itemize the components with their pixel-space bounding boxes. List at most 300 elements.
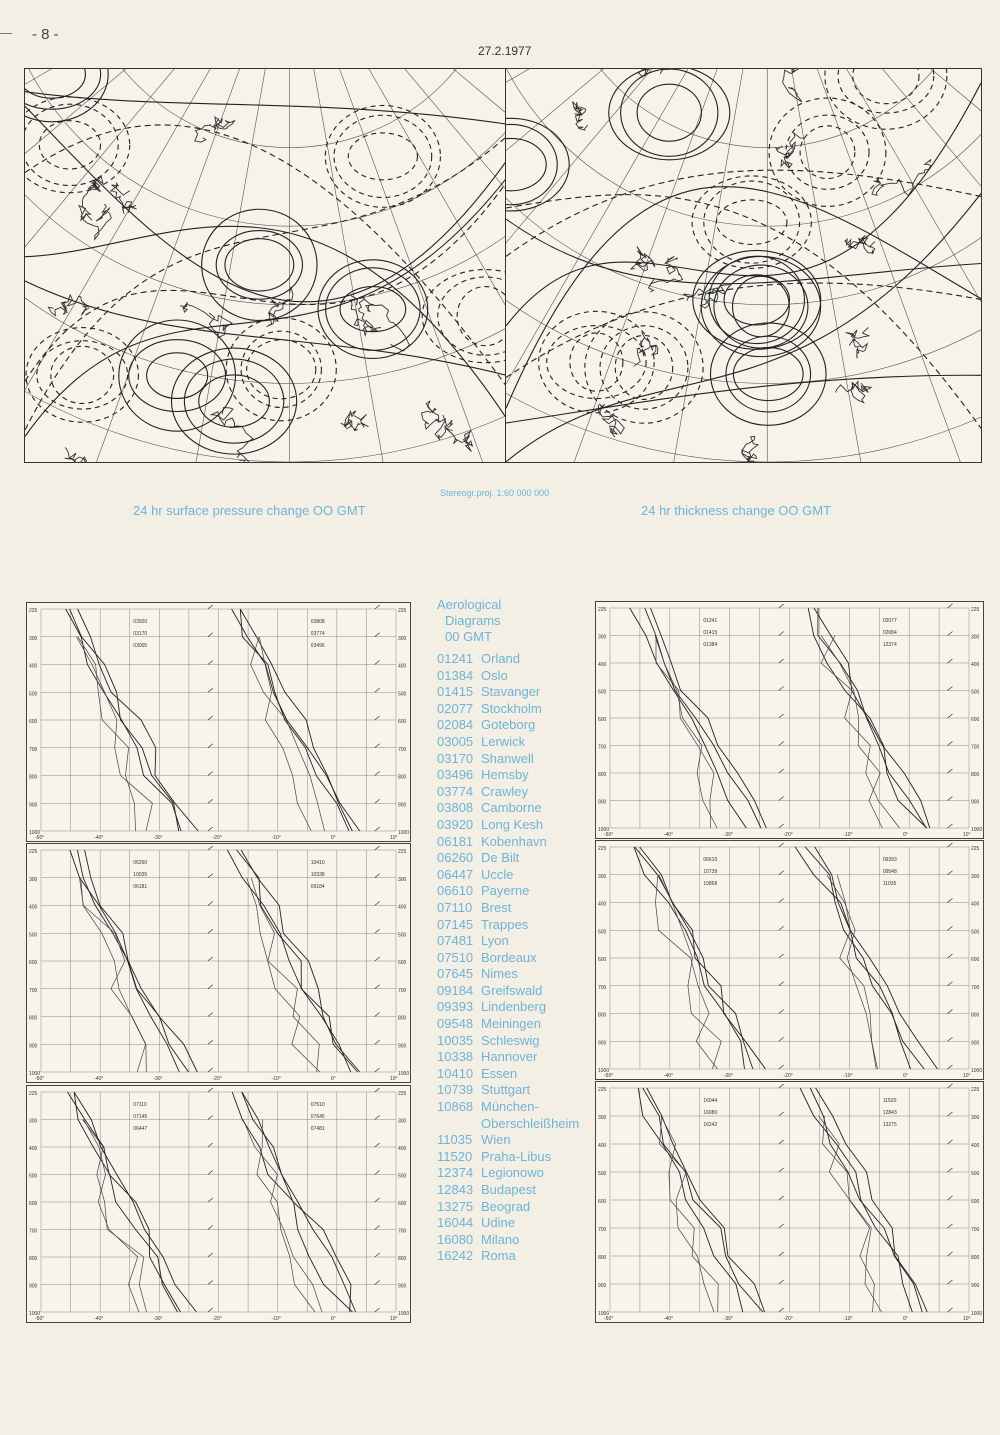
wind-barb: [208, 633, 213, 637]
station-name: Essen: [481, 1065, 518, 1081]
aerological-diagram-panel: [26, 1085, 411, 1323]
wind-barb: [947, 659, 952, 663]
coastline: [341, 411, 369, 431]
isoline: [348, 133, 417, 180]
station-list: [437, 651, 602, 1265]
station-name: Payerne: [481, 883, 530, 899]
station-name: Beograd: [481, 1198, 531, 1214]
pressure-label: 1000: [29, 1071, 41, 1077]
temperature-tick: -10°: [271, 1316, 281, 1322]
diagram-station-label: 10739: [703, 869, 718, 875]
wind-barb: [375, 744, 380, 748]
station-name: Hemsby: [481, 767, 529, 783]
pressure-label: 300: [29, 635, 38, 642]
diagram-station-label: 06610: [703, 857, 718, 863]
dewpoint-sounding: [80, 878, 147, 1072]
pressure-label: 500: [398, 932, 407, 939]
legend-time: 00 GMT: [445, 629, 492, 644]
wind-barb: [208, 1116, 213, 1120]
station-name-continued: Oberschleißheim: [481, 1115, 580, 1131]
diagram-station-label: 09184: [310, 884, 325, 890]
coastline: [79, 204, 111, 239]
station-item: [437, 950, 602, 967]
wind-barb: [779, 1140, 784, 1144]
pressure-label: 225: [398, 849, 407, 855]
dewpoint-sounding: [247, 878, 320, 1072]
wind-barb: [947, 954, 952, 958]
isoline: [25, 104, 118, 185]
wind-barb: [947, 1140, 952, 1144]
diagram-station-label: 06181: [133, 884, 148, 890]
station-name: Stockholm: [481, 700, 542, 716]
diagram-station-label: 16044: [703, 1098, 718, 1104]
station-name: De Bilt: [481, 850, 520, 866]
pressure-label: 225: [29, 849, 38, 855]
temperature-tick: -30°: [723, 832, 733, 838]
temperature-tick: -30°: [153, 1316, 163, 1322]
station-item: [437, 850, 602, 867]
pressure-label: 225: [398, 608, 407, 614]
isoline: [709, 256, 804, 343]
pressure-label: 700: [598, 984, 607, 991]
pressure-label: 300: [398, 876, 407, 883]
station-name: Camborne: [481, 800, 542, 816]
station-code: 10035: [437, 1032, 474, 1048]
diagram-station-label: 12843: [882, 1110, 897, 1116]
diagram-station-label: 11035: [882, 881, 897, 887]
coastline: [636, 69, 670, 78]
diagram-drawing: [27, 603, 410, 841]
pressure-label: 500: [598, 1171, 607, 1177]
station-code: 10410: [437, 1065, 474, 1081]
station-name: München-: [481, 1099, 539, 1115]
diagram-station-label: 07481: [310, 1126, 325, 1132]
wind-barb: [208, 1013, 213, 1017]
station-name: Hannover: [481, 1049, 538, 1065]
wind-barb: [947, 1280, 952, 1284]
pressure-label: 400: [29, 1146, 38, 1152]
wind-barb: [779, 1252, 784, 1256]
wind-barb: [208, 661, 213, 665]
pressure-label: 500: [971, 689, 980, 696]
coastline: [783, 69, 828, 102]
coastline: [872, 160, 931, 196]
wind-barb: [375, 633, 380, 637]
wind-barb: [375, 1281, 380, 1285]
pressure-label: 1000: [598, 1311, 610, 1317]
meridian-line: [25, 69, 290, 462]
station-code: 06181: [437, 833, 474, 849]
station-code: 11035: [437, 1132, 473, 1148]
latitude-circle: [551, 69, 981, 148]
latitude-circle: [506, 69, 981, 462]
wind-barb: [779, 714, 784, 718]
diagram-station-label: 07510: [310, 1102, 325, 1108]
wind-barb: [375, 1143, 380, 1147]
pressure-label: 800: [398, 774, 407, 781]
station-name: Lyon: [481, 933, 509, 949]
wind-barb: [779, 769, 784, 773]
pressure-label: 225: [971, 846, 980, 852]
isoline: [825, 69, 947, 129]
pressure-label: 300: [598, 873, 607, 880]
diagram-station-label: 11520: [882, 1098, 897, 1104]
pressure-label: 225: [598, 607, 607, 613]
station-name: Legionowo: [481, 1165, 544, 1181]
pressure-label: 500: [29, 932, 38, 939]
pressure-label: 800: [971, 1255, 980, 1261]
pressure-label: 500: [971, 929, 980, 936]
dewpoint-sounding: [661, 1116, 718, 1312]
surface-pressure-change-map: [24, 68, 507, 463]
temperature-tick: -20°: [783, 832, 793, 838]
coastline: [598, 404, 624, 437]
wind-barb: [375, 1226, 380, 1230]
wind-barb: [779, 982, 784, 986]
diagram-station-label: 06447: [133, 1126, 148, 1132]
coastline: [65, 447, 90, 462]
diagram-station-label: 13275: [882, 1122, 897, 1128]
wind-barb: [779, 632, 784, 636]
wind-barb: [947, 1065, 952, 1069]
pressure-label: 800: [598, 1255, 607, 1261]
wind-barb: [947, 1252, 952, 1256]
wind-barb: [208, 1171, 213, 1175]
pressure-label: 300: [598, 634, 607, 641]
pressure-label: 400: [398, 1146, 407, 1152]
pressure-label: 300: [598, 1115, 607, 1121]
wind-barb: [208, 1068, 213, 1072]
station-item: [437, 933, 602, 950]
station-code: 03170: [437, 750, 474, 766]
meridian-line: [25, 69, 290, 462]
wind-barb: [779, 1280, 784, 1284]
wind-barb: [947, 1168, 952, 1172]
station-name: Brest: [481, 899, 512, 915]
station-code: 07510: [437, 949, 474, 965]
wind-barb: [947, 1224, 952, 1228]
temperature-tick: -40°: [94, 835, 104, 841]
projection-note: Stereogr.proj. 1:60 000 000: [440, 488, 550, 498]
wind-barb: [375, 799, 380, 803]
pressure-label: 900: [971, 799, 980, 806]
station-code: 09184: [437, 982, 474, 998]
temperature-tick: -10°: [843, 832, 853, 838]
wind-barb: [208, 846, 213, 850]
pressure-label: 500: [598, 929, 607, 936]
wind-barb: [208, 1040, 213, 1044]
pressure-label: 700: [971, 1227, 980, 1233]
coastline: [110, 183, 136, 214]
station-name: Milano: [481, 1231, 520, 1247]
pressure-label: 1000: [29, 1311, 41, 1317]
pressure-label: 900: [398, 1283, 407, 1290]
temperature-tick: 10°: [390, 1316, 398, 1322]
wind-barb: [947, 604, 952, 608]
dewpoint-sounding: [251, 637, 325, 831]
pressure-label: 700: [29, 746, 38, 753]
wind-barb: [947, 632, 952, 636]
temperature-tick: -20°: [212, 1316, 222, 1322]
coastline: [48, 295, 89, 316]
isoline: [570, 333, 623, 391]
pressure-label: 1000: [398, 1311, 410, 1317]
pressure-label: 400: [598, 1143, 607, 1149]
wind-barb: [208, 772, 213, 776]
diagram-station-label: 10410: [310, 860, 325, 866]
station-name: Lerwick: [481, 733, 526, 749]
station-name: Goteborg: [481, 717, 536, 733]
isoline: [25, 69, 101, 109]
wind-barb: [208, 688, 213, 692]
wind-barb: [375, 1040, 380, 1044]
wind-barb: [375, 957, 380, 961]
diagram-drawing: [596, 602, 983, 838]
wind-barb: [947, 1037, 952, 1041]
temperature-tick: 0°: [330, 1076, 336, 1082]
station-item: [437, 917, 602, 934]
coastline: [267, 288, 293, 327]
diagram-station-label: 16242: [703, 1122, 718, 1128]
temperature-tick: 0°: [903, 832, 908, 838]
wind-barb: [375, 827, 380, 831]
pressure-label: 400: [598, 662, 607, 668]
pressure-label: 300: [971, 1115, 980, 1121]
station-name: Oslo: [481, 667, 508, 683]
wind-barb: [208, 929, 213, 933]
pressure-label: 800: [398, 1015, 407, 1022]
wind-barb: [947, 843, 952, 847]
pressure-label: 700: [598, 744, 607, 751]
pressure-label: 700: [398, 746, 407, 753]
pressure-label: 900: [598, 1040, 607, 1047]
temperature-tick: -20°: [212, 1076, 222, 1082]
station-code: 16080: [437, 1231, 474, 1247]
pressure-label: 400: [971, 662, 980, 668]
wind-barb: [208, 799, 213, 803]
station-code: 09548: [437, 1016, 474, 1032]
dewpoint-sounding: [655, 636, 717, 829]
station-item: [437, 1182, 602, 1199]
diagram-station-label: 06260: [133, 860, 148, 866]
wind-barb: [779, 659, 784, 663]
pressure-label: 1000: [398, 830, 410, 836]
diagram-drawing: [27, 1086, 410, 1322]
diagram-station-label: 01241: [703, 618, 718, 624]
meridian-line: [767, 69, 917, 462]
isoline: [637, 84, 701, 141]
station-item: [437, 1149, 602, 1166]
wind-barb: [208, 716, 213, 720]
thickness-change-map: [505, 68, 982, 463]
station-item: [437, 1199, 602, 1216]
station-item: [437, 883, 602, 900]
station-item: [437, 651, 602, 668]
wind-barb: [208, 827, 213, 831]
pressure-label: 700: [598, 1227, 607, 1233]
pressure-label: 1000: [971, 827, 983, 833]
diagram-station-label: 03808: [310, 619, 325, 625]
wind-barb: [208, 1281, 213, 1285]
station-name: Bordeaux: [481, 949, 537, 965]
isoline: [247, 340, 316, 399]
coastline: [845, 235, 875, 254]
isoline: [692, 176, 811, 268]
wind-barb: [375, 902, 380, 906]
station-name: Nimes: [481, 966, 518, 982]
diagram-drawing: [596, 1082, 983, 1322]
station-item: [437, 817, 602, 834]
temperature-tick: 10°: [963, 1073, 971, 1079]
page-number: - 8 -: [32, 26, 59, 43]
diagram-station-label: 12374: [882, 642, 897, 648]
dewpoint-sounding: [821, 636, 882, 829]
wind-barb: [375, 716, 380, 720]
station-code: 10739: [437, 1082, 474, 1098]
wind-barb: [947, 1196, 952, 1200]
station-name: Meiningen: [481, 1016, 541, 1032]
station-code: 07110: [437, 899, 473, 915]
latitude-circle: [506, 69, 981, 226]
station-item: [437, 1132, 602, 1149]
wind-barb: [208, 985, 213, 989]
pressure-label: 600: [598, 1199, 607, 1205]
station-code: 06260: [437, 850, 474, 866]
pressure-label: 600: [398, 1201, 407, 1207]
station-item: [437, 966, 602, 983]
coastline: [195, 117, 235, 142]
aerological-diagram-panel: [595, 601, 984, 839]
pressure-label: 400: [598, 901, 607, 908]
wind-barb: [779, 1196, 784, 1200]
diagram-station-label: 09548: [882, 869, 897, 875]
diagram-station-label: 10035: [133, 872, 148, 878]
wind-barb: [208, 744, 213, 748]
wind-barb: [208, 1253, 213, 1257]
isoline: [506, 124, 557, 204]
isoline: [225, 239, 294, 291]
station-item: [437, 1165, 602, 1182]
pressure-label: 900: [29, 802, 38, 809]
station-item: [437, 1215, 602, 1232]
latitude-circle: [25, 69, 506, 462]
station-name: Schleswig: [481, 1032, 540, 1048]
page-date: 27.2.1977: [478, 44, 532, 58]
station-item: [437, 784, 602, 801]
wind-barb: [375, 1253, 380, 1257]
latitude-circle: [506, 69, 981, 462]
temperature-tick: -40°: [663, 1073, 674, 1079]
isoline: [853, 69, 919, 104]
wind-barb: [375, 1198, 380, 1202]
diagram-drawing: [27, 844, 410, 1082]
station-item: [437, 1033, 602, 1050]
pressure-label: 225: [971, 1087, 980, 1093]
wind-barb: [947, 1010, 952, 1014]
station-name: Udine: [481, 1215, 515, 1231]
isoline: [325, 105, 440, 207]
wind-barb: [947, 687, 952, 691]
dewpoint-sounding: [84, 1120, 139, 1313]
pressure-label: 700: [398, 1228, 407, 1235]
station-name: Kobenhavn: [481, 833, 547, 849]
station-code: 03496: [437, 767, 474, 783]
wind-barb: [947, 824, 952, 828]
temperature-tick: 0°: [903, 1073, 908, 1079]
isoline: [615, 335, 672, 399]
diagram-station-label: 03005: [133, 643, 148, 649]
pressure-label: 800: [971, 1012, 980, 1019]
pressure-label: 400: [29, 904, 38, 911]
pressure-label: 700: [29, 987, 38, 994]
temperature-tick: -40°: [663, 1316, 674, 1322]
wind-barb: [947, 714, 952, 718]
isoline: [506, 83, 981, 326]
pressure-label: 400: [398, 904, 407, 911]
wind-barb: [779, 926, 784, 930]
diagram-station-label: 03774: [310, 631, 325, 637]
wind-barb: [947, 1308, 952, 1312]
station-code: 10868: [437, 1099, 474, 1115]
pressure-label: 900: [398, 1043, 407, 1050]
diagram-station-label: 07145: [133, 1114, 148, 1120]
isoline: [621, 69, 718, 156]
isoline: [733, 348, 803, 401]
pressure-label: 300: [398, 1118, 407, 1125]
diagram-drawing: [596, 841, 983, 1079]
temperature-tick: -40°: [94, 1316, 104, 1322]
dewpoint-sounding: [81, 878, 146, 1072]
wind-barb: [208, 605, 213, 609]
wind-barb: [375, 1171, 380, 1175]
pressure-label: 700: [398, 987, 407, 994]
pressure-label: 1000: [971, 1311, 983, 1317]
temperature-tick: -20°: [212, 835, 222, 841]
wind-barb: [947, 899, 952, 903]
station-item: [437, 734, 602, 751]
pressure-label: 800: [29, 1256, 38, 1262]
map-drawing: [25, 69, 506, 462]
wind-barb: [208, 1226, 213, 1230]
wind-barb: [375, 605, 380, 609]
edge-mark: [0, 33, 12, 34]
station-code: 12374: [437, 1165, 474, 1181]
wind-barb: [947, 982, 952, 986]
pressure-label: 600: [598, 717, 607, 723]
station-code: 10338: [437, 1049, 474, 1065]
temperature-tick: -50°: [604, 1316, 614, 1322]
map-drawing: [506, 69, 981, 462]
pressure-label: 1000: [398, 1071, 410, 1077]
wind-barb: [375, 1116, 380, 1120]
station-item: [437, 1066, 602, 1083]
pressure-label: 500: [971, 1171, 980, 1177]
pressure-label: 400: [398, 663, 407, 670]
dewpoint-sounding: [659, 875, 721, 1069]
aerological-diagram-panel: [26, 843, 411, 1083]
isoline: [25, 97, 130, 193]
surface-pressure-caption: 24 hr surface pressure change OO GMT: [133, 503, 366, 518]
wind-barb: [779, 954, 784, 958]
station-name: Stavanger: [481, 684, 541, 700]
wind-barb: [375, 661, 380, 665]
dewpoint-sounding: [257, 1120, 315, 1313]
wind-barb: [779, 899, 784, 903]
station-item: [437, 1248, 602, 1265]
coastline: [846, 327, 869, 358]
isoline: [25, 125, 506, 386]
dewpoint-sounding: [78, 637, 136, 831]
